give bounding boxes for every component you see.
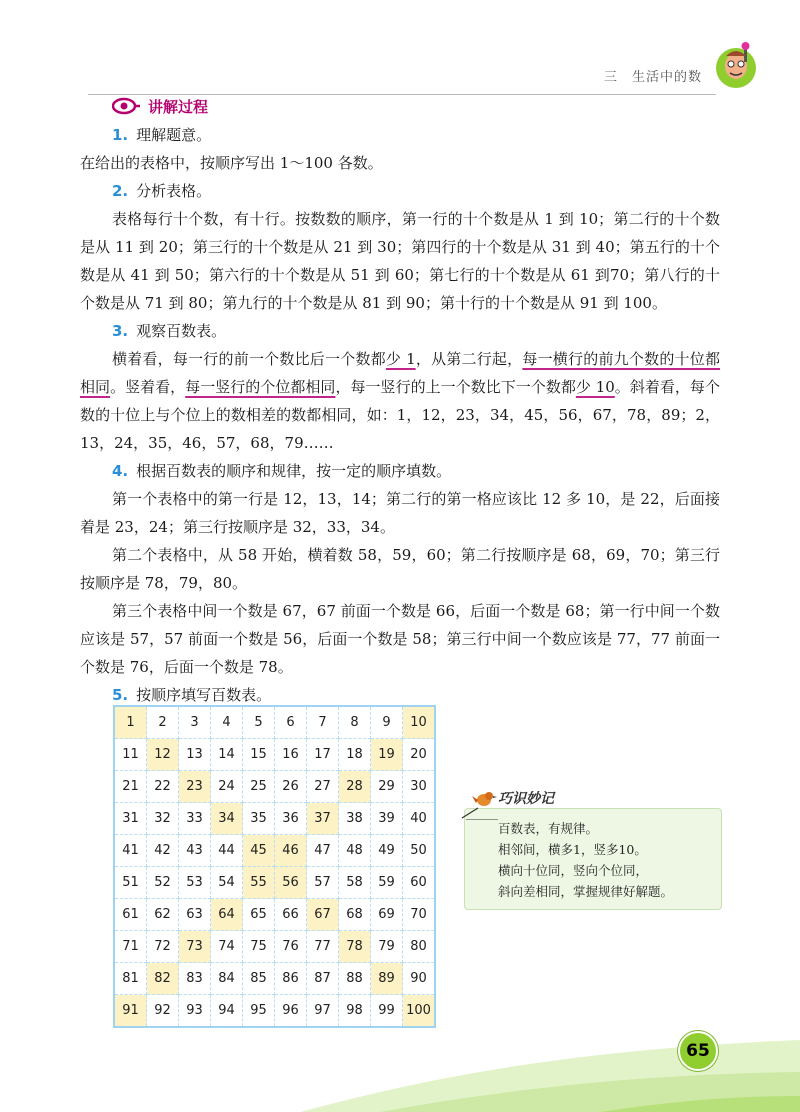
chart-cell: 16 bbox=[275, 739, 307, 771]
chart-cell: 42 bbox=[147, 835, 179, 867]
step-title: 理解题意。 bbox=[136, 126, 212, 144]
tips-line: 百数表，有规律。 bbox=[498, 821, 599, 836]
step-title: 按顺序填写百数表。 bbox=[136, 686, 272, 704]
chart-cell: 61 bbox=[114, 899, 147, 931]
hundred-chart-table bbox=[113, 705, 436, 1028]
chart-cell: 20 bbox=[403, 739, 436, 771]
step-title: 观察百数表。 bbox=[136, 322, 227, 340]
chart-cell: 86 bbox=[275, 963, 307, 995]
chart-cell: 35 bbox=[243, 803, 275, 835]
chart-cell: 66 bbox=[275, 899, 307, 931]
chart-cell: 57 bbox=[307, 867, 339, 899]
chart-cell: 71 bbox=[114, 931, 147, 963]
chart-cell: 93 bbox=[179, 995, 211, 1028]
chart-row bbox=[114, 931, 435, 963]
chart-cell: 91 bbox=[114, 995, 147, 1028]
underlined-text: 少 1 bbox=[385, 350, 416, 368]
chart-row bbox=[114, 899, 435, 931]
section-title-text: 讲解过程 bbox=[148, 97, 209, 116]
paragraph: 在给出的表格中，按顺序写出 1～100 各数。 bbox=[80, 154, 383, 172]
chart-cell: 34 bbox=[211, 803, 243, 835]
chart-cell: 21 bbox=[114, 771, 147, 803]
chart-cell: 1 bbox=[114, 706, 147, 739]
chapter-heading bbox=[604, 66, 702, 85]
paragraph: 第二个表格中，从 58 开始，横着数 58，59，60；第二行按顺序是 68，69，70；第三行按顺序是 78，79，80。 bbox=[80, 546, 720, 592]
chart-cell: 46 bbox=[275, 835, 307, 867]
chart-cell: 38 bbox=[339, 803, 371, 835]
chart-cell: 19 bbox=[371, 739, 403, 771]
chart-cell: 94 bbox=[211, 995, 243, 1028]
chart-row bbox=[114, 771, 435, 803]
tips-line: 相邻间，横多1，竖多10。 bbox=[498, 842, 647, 857]
chart-cell: 59 bbox=[371, 867, 403, 899]
chart-cell: 14 bbox=[211, 739, 243, 771]
chart-cell: 55 bbox=[243, 867, 275, 899]
chart-cell: 47 bbox=[307, 835, 339, 867]
chart-cell: 12 bbox=[147, 739, 179, 771]
paragraph: 表格每行十个数，有十行。按数数的顺序，第一行的十个数是从 1 到 10；第二行的十个数是从 11 到 20；第三行的十个数是从 21 到 30；第四行的十个数是从 31 到 40；第五行的十个数是从 41 到 50；第六行的十个数是从 51 到 60；第七行的十个数是从 61 到70；第八行的十个数是从 71 到 80；第九行的十个数是从 81 到 90；第十行的十个数是从 91 到 100。 bbox=[80, 210, 720, 312]
chart-cell: 33 bbox=[179, 803, 211, 835]
chart-row bbox=[114, 803, 435, 835]
chart-cell: 29 bbox=[371, 771, 403, 803]
chart-row bbox=[114, 835, 435, 867]
chart-cell: 64 bbox=[211, 899, 243, 931]
chart-cell: 54 bbox=[211, 867, 243, 899]
chart-cell: 65 bbox=[243, 899, 275, 931]
chart-cell: 6 bbox=[275, 706, 307, 739]
step-number: 2. bbox=[112, 182, 129, 200]
chart-cell: 70 bbox=[403, 899, 436, 931]
chart-cell: 23 bbox=[179, 771, 211, 803]
step-4 bbox=[112, 457, 720, 485]
chart-row bbox=[114, 706, 435, 739]
chart-cell: 3 bbox=[179, 706, 211, 739]
chart-cell: 40 bbox=[403, 803, 436, 835]
chart-cell: 10 bbox=[403, 706, 436, 739]
paragraph: 第一个表格中的第一行是 12，13，14；第二行的第一格应该比 12 多 10，是 22，后面接着是 23，24；第三行按顺序是 32，33，34。 bbox=[80, 490, 720, 536]
chart-cell: 37 bbox=[307, 803, 339, 835]
chart-cell: 22 bbox=[147, 771, 179, 803]
chart-cell: 100 bbox=[403, 995, 436, 1028]
chart-cell: 32 bbox=[147, 803, 179, 835]
step-number: 5. bbox=[112, 686, 129, 704]
chart-cell: 51 bbox=[114, 867, 147, 899]
chart-cell: 2 bbox=[147, 706, 179, 739]
tips-line: 横向十位同，竖向个位同， bbox=[498, 863, 649, 878]
step-2 bbox=[112, 177, 720, 205]
chart-cell: 78 bbox=[339, 931, 371, 963]
chart-cell: 7 bbox=[307, 706, 339, 739]
chart-cell: 13 bbox=[179, 739, 211, 771]
chart-cell: 26 bbox=[275, 771, 307, 803]
chart-cell: 80 bbox=[403, 931, 436, 963]
chart-cell: 24 bbox=[211, 771, 243, 803]
chart-cell: 11 bbox=[114, 739, 147, 771]
step-title: 根据百数表的顺序和规律，按一定的顺序填数。 bbox=[136, 462, 452, 480]
chart-cell: 60 bbox=[403, 867, 436, 899]
chart-cell: 25 bbox=[243, 771, 275, 803]
chart-cell: 87 bbox=[307, 963, 339, 995]
bird-icon bbox=[458, 786, 502, 820]
chart-cell: 62 bbox=[147, 899, 179, 931]
chart-cell: 82 bbox=[147, 963, 179, 995]
chart-cell: 8 bbox=[339, 706, 371, 739]
step-3 bbox=[112, 317, 720, 345]
chart-cell: 92 bbox=[147, 995, 179, 1028]
chart-cell: 85 bbox=[243, 963, 275, 995]
chart-cell: 98 bbox=[339, 995, 371, 1028]
step-number: 4. bbox=[112, 462, 129, 480]
chart-cell: 36 bbox=[275, 803, 307, 835]
text-run: ，从第二行起， bbox=[415, 350, 523, 368]
chart-cell: 67 bbox=[307, 899, 339, 931]
underlined-text: 少 10 bbox=[575, 378, 615, 396]
chart-row bbox=[114, 867, 435, 899]
chart-cell: 27 bbox=[307, 771, 339, 803]
chart-cell: 4 bbox=[211, 706, 243, 739]
chart-cell: 48 bbox=[339, 835, 371, 867]
explanation-content bbox=[80, 121, 720, 709]
chart-cell: 45 bbox=[243, 835, 275, 867]
underlined-text: 每一横行的前九个数的十位都相同 bbox=[80, 350, 720, 396]
tips-panel bbox=[458, 786, 724, 912]
chart-cell: 90 bbox=[403, 963, 436, 995]
chart-cell: 5 bbox=[243, 706, 275, 739]
text-run: 。竖着看， bbox=[110, 378, 186, 396]
chart-cell: 72 bbox=[147, 931, 179, 963]
chart-cell: 76 bbox=[275, 931, 307, 963]
chart-cell: 73 bbox=[179, 931, 211, 963]
chart-cell: 69 bbox=[371, 899, 403, 931]
mascot-icon bbox=[712, 40, 760, 92]
chart-cell: 63 bbox=[179, 899, 211, 931]
tips-title: 巧识妙记 bbox=[498, 791, 554, 807]
chart-cell: 58 bbox=[339, 867, 371, 899]
chart-cell: 84 bbox=[211, 963, 243, 995]
chart-cell: 77 bbox=[307, 931, 339, 963]
chart-cell: 74 bbox=[211, 931, 243, 963]
chart-cell: 41 bbox=[114, 835, 147, 867]
chart-cell: 49 bbox=[371, 835, 403, 867]
chart-cell: 18 bbox=[339, 739, 371, 771]
page-number: 65 bbox=[678, 1031, 718, 1071]
chart-cell: 31 bbox=[114, 803, 147, 835]
chart-cell: 68 bbox=[339, 899, 371, 931]
hundred-chart bbox=[113, 705, 436, 1028]
chart-row bbox=[114, 963, 435, 995]
text-run: 横着看，每一行的前一个数比后一个数都 bbox=[112, 350, 386, 368]
chart-cell: 96 bbox=[275, 995, 307, 1028]
section-title bbox=[112, 95, 208, 117]
step-1 bbox=[112, 121, 720, 149]
chart-cell: 99 bbox=[371, 995, 403, 1028]
paragraph-observation bbox=[80, 345, 720, 457]
chart-cell: 43 bbox=[179, 835, 211, 867]
chart-cell: 88 bbox=[339, 963, 371, 995]
chart-cell: 50 bbox=[403, 835, 436, 867]
text-run: ，每一竖行的上一个数比下一个数都 bbox=[335, 378, 576, 396]
chart-cell: 53 bbox=[179, 867, 211, 899]
step-number: 3. bbox=[112, 322, 129, 340]
chapter-number: 三 bbox=[603, 70, 618, 85]
tips-line: 斜向差相同，掌握规律好解题。 bbox=[498, 884, 674, 899]
step-title: 分析表格。 bbox=[136, 182, 212, 200]
text-run: 。斜着看，每个数的十位上与个位上的数相差的数都相同，如：1，12，23，34，45，56，67，78，89；2，13，24，35，46，57，68，79…… bbox=[80, 378, 720, 452]
chart-cell: 52 bbox=[147, 867, 179, 899]
chart-cell: 15 bbox=[243, 739, 275, 771]
step-number: 1. bbox=[112, 126, 129, 144]
chart-cell: 95 bbox=[243, 995, 275, 1028]
chart-cell: 39 bbox=[371, 803, 403, 835]
chapter-title: 生活中的数 bbox=[631, 70, 702, 85]
chart-cell: 83 bbox=[179, 963, 211, 995]
chart-cell: 17 bbox=[307, 739, 339, 771]
chart-cell: 81 bbox=[114, 963, 147, 995]
chart-cell: 30 bbox=[403, 771, 436, 803]
eye-icon bbox=[112, 97, 140, 115]
chart-row bbox=[114, 739, 435, 771]
chart-cell: 79 bbox=[371, 931, 403, 963]
chart-cell: 44 bbox=[211, 835, 243, 867]
chart-cell: 56 bbox=[275, 867, 307, 899]
underlined-text: 每一竖行的个位都相同 bbox=[185, 378, 336, 396]
chart-cell: 89 bbox=[371, 963, 403, 995]
chart-cell: 75 bbox=[243, 931, 275, 963]
chart-cell: 28 bbox=[339, 771, 371, 803]
chart-cell: 9 bbox=[371, 706, 403, 739]
chart-cell: 97 bbox=[307, 995, 339, 1028]
tips-lines bbox=[498, 818, 673, 902]
paragraph: 第三个表格中间一个数是 67，67 前面一个数是 66，后面一个数是 68；第一行中间一个数应该是 57，57 前面一个数是 56，后面一个数是 58；第三行中间一个数应该是 77，77 前面一个数是 76，后面一个数是 78。 bbox=[80, 602, 720, 676]
